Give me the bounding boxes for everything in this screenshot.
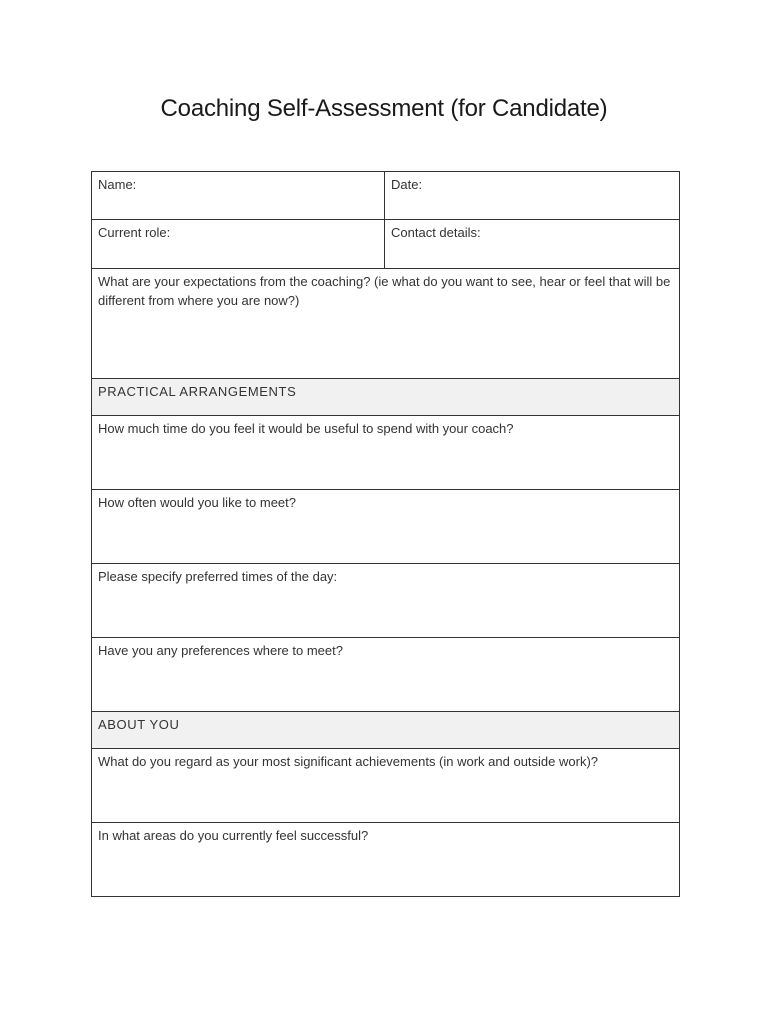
form-row-achievements (92, 749, 680, 823)
form-row-time (92, 416, 680, 490)
preferred-times-question: Please specify preferred times of the day: (98, 569, 338, 584)
achievements-question: What do you regard as your most significant achievements (in work and outside work)? (98, 754, 599, 769)
meeting-frequency-field[interactable] (92, 490, 680, 564)
section-about-you: ABOUT YOU (92, 712, 680, 749)
time-with-coach-question: How much time do you feel it would be useful to spend with your coach? (98, 421, 514, 436)
contact-details-field[interactable] (385, 220, 680, 269)
meeting-location-question: Have you any preferences where to meet? (98, 643, 343, 658)
time-with-coach-field[interactable] (92, 416, 680, 490)
date-label: Date: (391, 177, 423, 192)
form-row-frequency (92, 490, 680, 564)
preferred-times-field[interactable] (92, 564, 680, 638)
current-role-field[interactable] (92, 220, 385, 269)
form-row-location (92, 638, 680, 712)
expectations-question: What are your expectations from the coaching? (ie what do you want to see, hear or feel that will be different from where you are now?) (98, 274, 671, 308)
form-row-role-contact (92, 220, 680, 269)
form-row-expectations (92, 269, 680, 379)
section-practical-arrangements: PRACTICAL ARRANGEMENTS (92, 379, 680, 416)
expectations-field[interactable] (92, 269, 680, 379)
form-row-successful-areas (92, 823, 680, 897)
contact-details-label: Contact details: (391, 225, 481, 240)
assessment-form-table (91, 171, 680, 897)
current-role-label: Current role: (98, 225, 171, 240)
successful-areas-question: In what areas do you currently feel successful? (98, 828, 369, 843)
meeting-frequency-question: How often would you like to meet? (98, 495, 296, 510)
achievements-field[interactable] (92, 749, 680, 823)
page-title: Coaching Self-Assessment (for Candidate) (160, 95, 608, 122)
name-field[interactable] (92, 172, 385, 220)
section-header-row (92, 712, 680, 749)
form-row-times-of-day (92, 564, 680, 638)
date-field[interactable] (385, 172, 680, 220)
section-header-row (92, 379, 680, 416)
name-label: Name: (98, 177, 137, 192)
form-row-name-date (92, 172, 680, 220)
meeting-location-field[interactable] (92, 638, 680, 712)
successful-areas-field[interactable] (92, 823, 680, 897)
